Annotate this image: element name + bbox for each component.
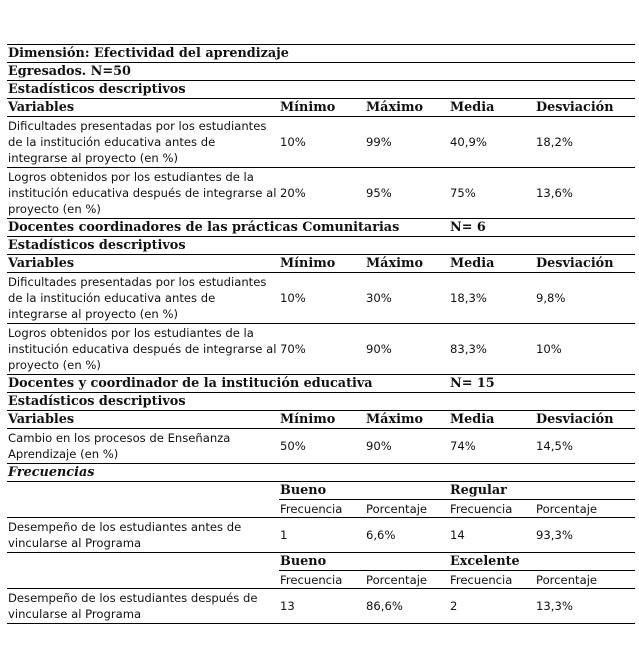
min-value: 20% bbox=[279, 168, 365, 219]
section1-subheader: Estadísticos descriptivos bbox=[7, 81, 635, 99]
min-value: 70% bbox=[279, 324, 365, 375]
frequencies-header: Frecuencias bbox=[7, 464, 635, 482]
frequency-category-row bbox=[7, 482, 635, 500]
table-row bbox=[7, 589, 635, 624]
column-header: Variables bbox=[7, 255, 279, 273]
row-label: Desempeño de los estudiantes antes de vincularse al Programa bbox=[7, 518, 279, 553]
frequency-subheader: Frecuencia bbox=[449, 500, 535, 518]
sd-value: 14,5% bbox=[535, 429, 635, 464]
section2-header: Docentes coordinadores de las prácticas Comunitarias bbox=[7, 219, 449, 237]
mean-value: 75% bbox=[449, 168, 535, 219]
frequency-value: 1 bbox=[279, 518, 365, 553]
section1-header: Egresados. N=50 bbox=[7, 63, 635, 81]
frequency-subheader: Frecuencia bbox=[279, 500, 365, 518]
subheader-row bbox=[7, 237, 635, 255]
min-value: 10% bbox=[279, 273, 365, 324]
column-header: Variables bbox=[7, 411, 279, 429]
frequency-value: 13 bbox=[279, 589, 365, 624]
frequency-subheader: Frecuencia bbox=[279, 571, 365, 589]
column-header: Desviación bbox=[535, 411, 635, 429]
section-header-row bbox=[7, 375, 635, 393]
column-header: Máximo bbox=[365, 99, 449, 117]
column-header: Mínimo bbox=[279, 99, 365, 117]
sd-value: 10% bbox=[535, 324, 635, 375]
frequency-value: 14 bbox=[449, 518, 535, 553]
sd-value: 13,6% bbox=[535, 168, 635, 219]
table-row bbox=[7, 117, 635, 168]
empty-cell bbox=[7, 482, 279, 500]
percentage-subheader: Porcentaje bbox=[365, 500, 449, 518]
frequencies-header-row bbox=[7, 464, 635, 482]
subheader-row bbox=[7, 393, 635, 411]
section2-subheader: Estadísticos descriptivos bbox=[7, 237, 635, 255]
column-header: Máximo bbox=[365, 255, 449, 273]
frequency-value: 2 bbox=[449, 589, 535, 624]
category-label: Bueno bbox=[279, 553, 449, 571]
mean-value: 74% bbox=[449, 429, 535, 464]
category-label: Excelente bbox=[449, 553, 635, 571]
table-row bbox=[7, 518, 635, 553]
frequency-subheader-row bbox=[7, 500, 635, 518]
empty-cell bbox=[7, 571, 279, 589]
column-header: Media bbox=[449, 99, 535, 117]
column-header: Media bbox=[449, 255, 535, 273]
section3-n: N= 15 bbox=[449, 375, 635, 393]
max-value: 95% bbox=[365, 168, 449, 219]
empty-cell bbox=[7, 500, 279, 518]
max-value: 30% bbox=[365, 273, 449, 324]
percentage-value: 13,3% bbox=[535, 589, 635, 624]
column-header-row bbox=[7, 411, 635, 429]
frequency-category-row bbox=[7, 553, 635, 571]
table-row bbox=[7, 324, 635, 375]
percentage-subheader: Porcentaje bbox=[535, 500, 635, 518]
column-header: Máximo bbox=[365, 411, 449, 429]
column-header: Desviación bbox=[535, 99, 635, 117]
frequency-subheader-row bbox=[7, 571, 635, 589]
percentage-subheader: Porcentaje bbox=[365, 571, 449, 589]
mean-value: 40,9% bbox=[449, 117, 535, 168]
column-header: Mínimo bbox=[279, 411, 365, 429]
min-value: 10% bbox=[279, 117, 365, 168]
section-header-row bbox=[7, 219, 635, 237]
row-label: Desempeño de los estudiantes después de vincularse al Programa bbox=[7, 589, 279, 624]
subheader-row bbox=[7, 81, 635, 99]
max-value: 99% bbox=[365, 117, 449, 168]
table-row bbox=[7, 168, 635, 219]
max-value: 90% bbox=[365, 429, 449, 464]
section2-n: N= 6 bbox=[449, 219, 635, 237]
row-label: Dificultades presentadas por los estudiantes de la institución educativa antes de integrarse al proyecto (en %) bbox=[7, 117, 279, 168]
percentage-subheader: Porcentaje bbox=[535, 571, 635, 589]
sd-value: 9,8% bbox=[535, 273, 635, 324]
effectiveness-table bbox=[7, 44, 635, 624]
category-label: Bueno bbox=[279, 482, 449, 500]
empty-cell bbox=[7, 553, 279, 571]
sd-value: 18,2% bbox=[535, 117, 635, 168]
frequency-subheader: Frecuencia bbox=[449, 571, 535, 589]
percentage-value: 86,6% bbox=[365, 589, 449, 624]
percentage-value: 6,6% bbox=[365, 518, 449, 553]
row-label: Logros obtenidos por los estudiantes de la institución educativa después de integrarse al proyecto (en %) bbox=[7, 324, 279, 375]
column-header-row bbox=[7, 99, 635, 117]
column-header: Desviación bbox=[535, 255, 635, 273]
row-label: Cambio en los procesos de Enseñanza Aprendizaje (en %) bbox=[7, 429, 279, 464]
column-header: Mínimo bbox=[279, 255, 365, 273]
column-header-row bbox=[7, 255, 635, 273]
table-row bbox=[7, 429, 635, 464]
percentage-value: 93,3% bbox=[535, 518, 635, 553]
section3-subheader: Estadísticos descriptivos bbox=[7, 393, 635, 411]
table-title: Dimensión: Efectividad del aprendizaje bbox=[7, 45, 635, 63]
section-header-row bbox=[7, 63, 635, 81]
min-value: 50% bbox=[279, 429, 365, 464]
max-value: 90% bbox=[365, 324, 449, 375]
mean-value: 18,3% bbox=[449, 273, 535, 324]
column-header: Media bbox=[449, 411, 535, 429]
category-label: Regular bbox=[449, 482, 635, 500]
column-header: Variables bbox=[7, 99, 279, 117]
section3-header: Docentes y coordinador de la institución educativa bbox=[7, 375, 449, 393]
mean-value: 83,3% bbox=[449, 324, 535, 375]
row-label: Dificultades presentadas por los estudiantes de la institución educativa antes de integrarse al proyecto (en %) bbox=[7, 273, 279, 324]
title-row bbox=[7, 45, 635, 63]
row-label: Logros obtenidos por los estudiantes de la institución educativa después de integrarse al proyecto (en %) bbox=[7, 168, 279, 219]
table-row bbox=[7, 273, 635, 324]
